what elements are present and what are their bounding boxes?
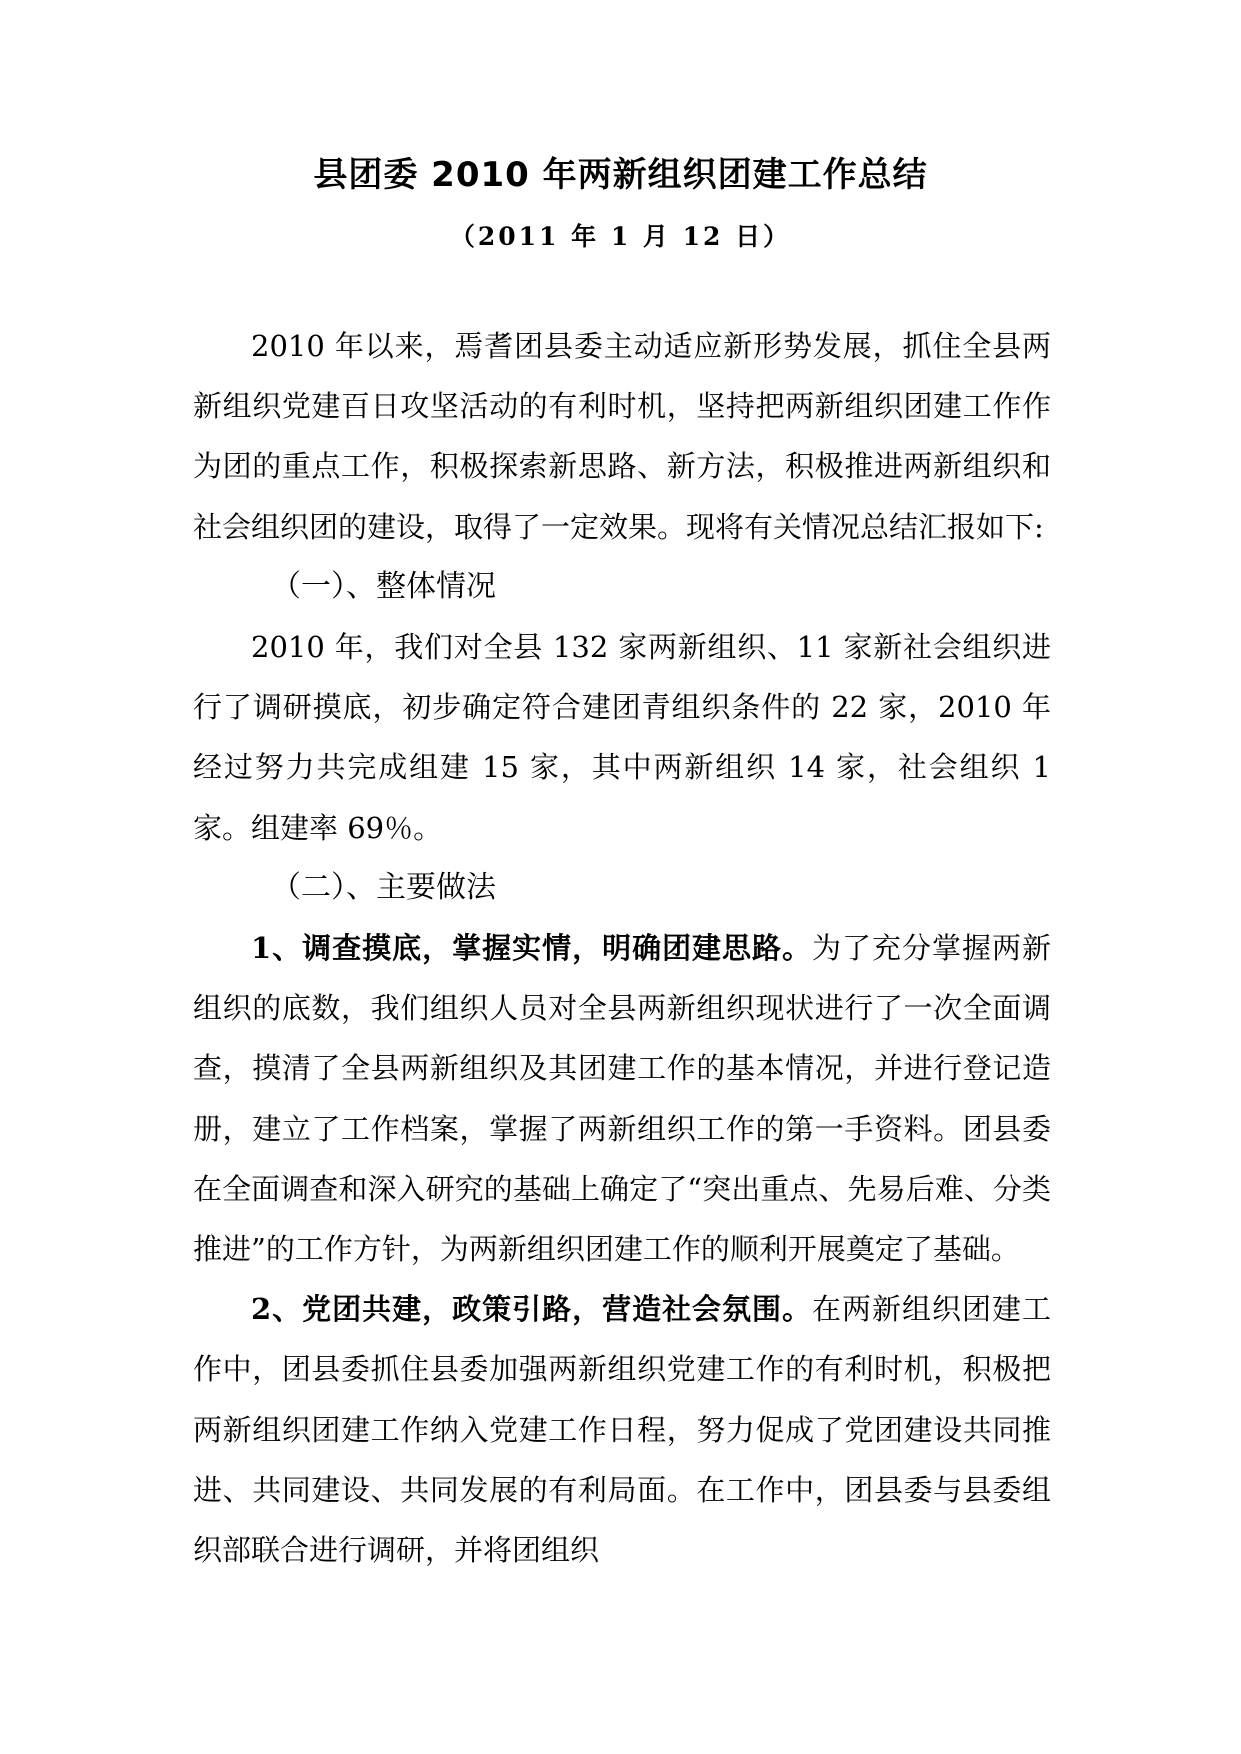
practice-item-1-text: 为了充分掌握两新组织的底数，我们组织人员对全县两新组织现状进行了一次全面调查，摸清了全县两新组织及其团建工作的基本情况，并进行登记造册，建立了工作档案，掌握了两新组织工作的第一手资料。团县委在全面调查和深入研究的基础上确定了“突出重点、先易后难、分类推进”的工作方针，为两新组织团建工作的顺利开展奠定了基础。 bbox=[193, 931, 1051, 1267]
practice-item-2 bbox=[193, 1279, 1051, 1580]
document-body bbox=[193, 316, 1051, 1580]
overall-paragraph: 2010 年，我们对全县 132 家两新组织、11 家新社会组织进行了调研摸底，初步确定符合建团青组织条件的 22 家，2010 年经过努力共完成组建 15 家，其中两新组织 14 家，社会组织 1 家。组建率 69％。 bbox=[193, 630, 1051, 845]
intro-paragraph: 2010 年以来，焉耆团县委主动适应新形势发展，抓住全县两新组织党建百日攻坚活动的有利时机，坚持把两新组织团建工作作为团的重点工作，积极探索新思路、新方法，积极推进两新组织和社会组织团的建设，取得了一定效果。现将有关情况总结汇报如下: bbox=[193, 329, 1051, 544]
practice-item-1 bbox=[193, 918, 1051, 1279]
document-date: （2011 年 1 月 12 日） bbox=[449, 222, 792, 251]
practice-item-2-lead: 2、党团共建，政策引路，营造社会氛围。 bbox=[251, 1292, 813, 1327]
section-heading-practices: （二）、主要做法 bbox=[271, 869, 496, 905]
practice-item-2-text: 在两新组织团建工作中，团县委抓住县委加强两新组织党建工作的有利时机，积极把两新组织团建工作纳入党建工作日程，努力促成了党团建设共同推进、共同建设、共同发展的有利局面。在工作中，团县委与县委组织部联合进行调研，并将团组织 bbox=[193, 1292, 1051, 1568]
section-heading-overall: （一）、整体情况 bbox=[271, 568, 496, 604]
document-title: 县团委 2010 年两新组织团建工作总结 bbox=[313, 155, 928, 195]
practice-item-1-lead: 1、调查摸底，掌握实情，明确团建思路。 bbox=[251, 931, 813, 966]
